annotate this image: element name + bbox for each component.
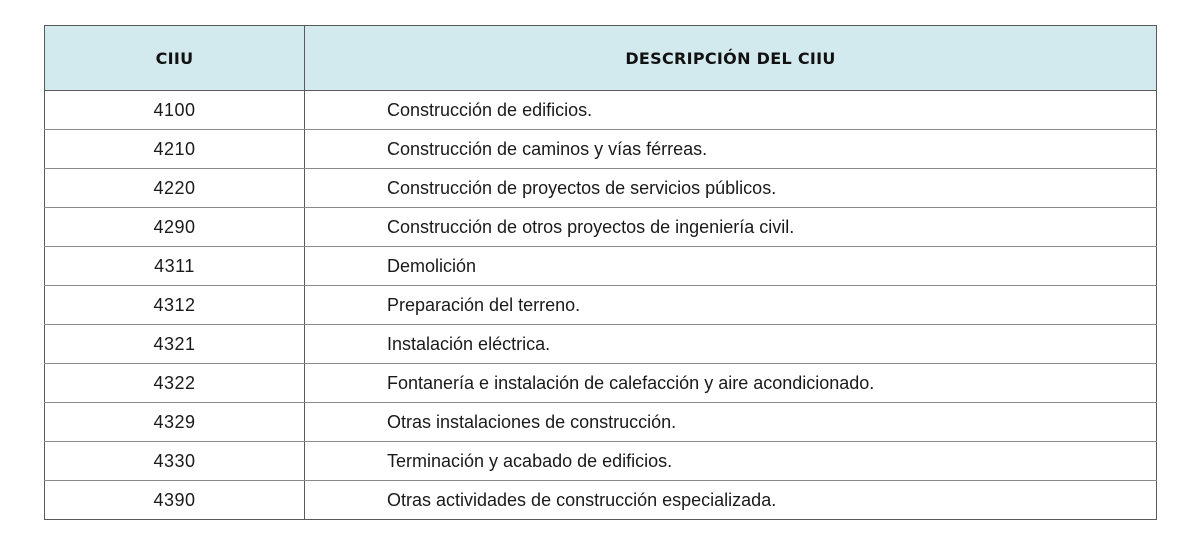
table-row xyxy=(45,91,1157,130)
ciiu-description-cell: Otras instalaciones de construcción. xyxy=(305,403,1157,442)
ciiu-description-cell: Construcción de edificios. xyxy=(305,91,1157,130)
table-row xyxy=(45,403,1157,442)
table-header-row xyxy=(45,26,1157,91)
ciiu-code-cell: 4322 xyxy=(45,364,305,403)
ciiu-code-cell: 4390 xyxy=(45,481,305,520)
ciiu-description-cell: Demolición xyxy=(305,247,1157,286)
ciiu-description-cell: Instalación eléctrica. xyxy=(305,325,1157,364)
ciiu-table xyxy=(44,25,1157,520)
table-row xyxy=(45,169,1157,208)
ciiu-code-cell: 4312 xyxy=(45,286,305,325)
ciiu-code-cell: 4321 xyxy=(45,325,305,364)
ciiu-description-cell: Otras actividades de construcción especializada. xyxy=(305,481,1157,520)
ciiu-description-cell: Construcción de otros proyectos de ingeniería civil. xyxy=(305,208,1157,247)
ciiu-code-cell: 4220 xyxy=(45,169,305,208)
table-row xyxy=(45,247,1157,286)
header-ciiu-description: DESCRIPCIÓN DEL CIIU xyxy=(305,26,1157,91)
ciiu-description-cell: Fontanería e instalación de calefacción y aire acondicionado. xyxy=(305,364,1157,403)
table-row xyxy=(45,442,1157,481)
ciiu-description-cell: Construcción de proyectos de servicios públicos. xyxy=(305,169,1157,208)
table-row xyxy=(45,208,1157,247)
ciiu-description-cell: Preparación del terreno. xyxy=(305,286,1157,325)
ciiu-code-cell: 4100 xyxy=(45,91,305,130)
ciiu-code-cell: 4330 xyxy=(45,442,305,481)
table-row xyxy=(45,325,1157,364)
ciiu-description-cell: Terminación y acabado de edificios. xyxy=(305,442,1157,481)
ciiu-code-cell: 4210 xyxy=(45,130,305,169)
table-row xyxy=(45,364,1157,403)
table-row xyxy=(45,130,1157,169)
ciiu-table-container xyxy=(44,25,1156,520)
table-row xyxy=(45,286,1157,325)
ciiu-code-cell: 4290 xyxy=(45,208,305,247)
ciiu-code-cell: 4329 xyxy=(45,403,305,442)
header-ciiu-code: CIIU xyxy=(45,26,305,91)
ciiu-code-cell: 4311 xyxy=(45,247,305,286)
ciiu-description-cell: Construcción de caminos y vías férreas. xyxy=(305,130,1157,169)
table-row xyxy=(45,481,1157,520)
